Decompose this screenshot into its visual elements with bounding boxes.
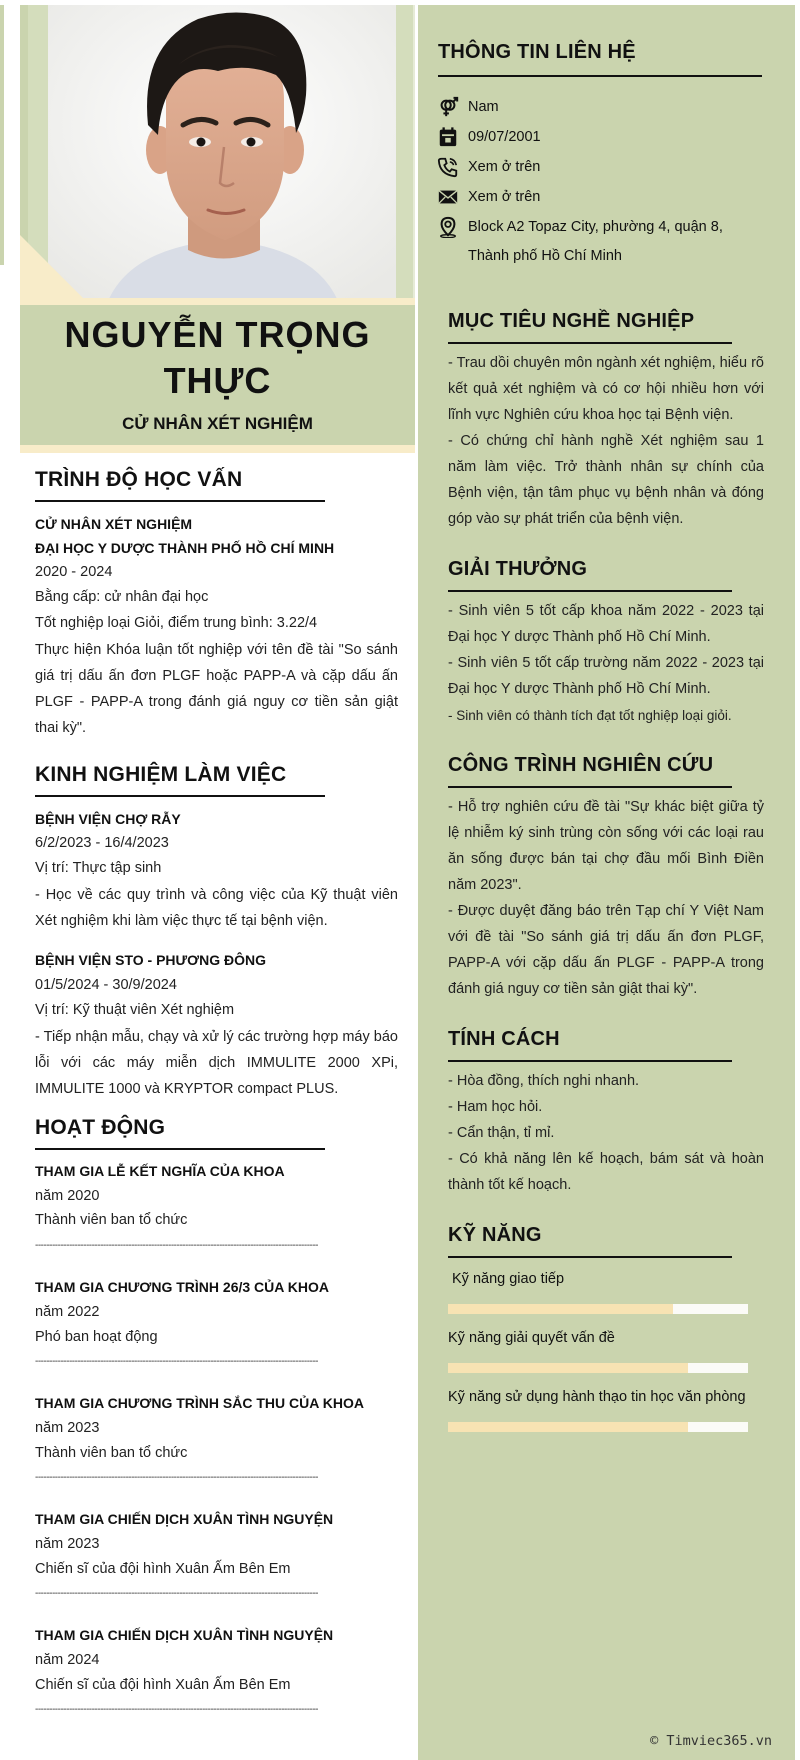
skill-bar-fill bbox=[448, 1304, 673, 1314]
personality-item: - Hòa đồng, thích nghi nhanh. bbox=[448, 1073, 640, 1089]
award-item: - Sinh viên 5 tốt cấp khoa năm 2022 - 2023 tại Đại học Y dược Thành phố Hồ Chí Minh. bbox=[448, 603, 764, 645]
section-divider bbox=[35, 500, 325, 502]
candidate-name: NGUYỄN TRỌNG THỰC bbox=[64, 314, 371, 401]
section-divider bbox=[448, 1256, 732, 1258]
left-accent-strip bbox=[0, 5, 4, 265]
research-item: - Hỗ trợ nghiên cứu đề tài "Sự khác biệt giữa tỷ lệ nhiễm ký sinh trùng còn sống với các loại rau ăn sống được bán tại chợ đầu mối Bình Điền năm 2023". bbox=[448, 799, 764, 893]
skills-heading: KỸ NĂNG bbox=[448, 1224, 542, 1246]
activity-role: Chiến sĩ của đội hình Xuân Ấm Bên Em bbox=[35, 1561, 291, 1577]
job-company: BỆNH VIỆN STO - PHƯƠNG ĐÔNG bbox=[35, 952, 266, 968]
contact-phone bbox=[437, 155, 540, 179]
section-divider bbox=[448, 1060, 732, 1062]
phone-text: Xem ở trên bbox=[468, 159, 541, 175]
contact-birthday bbox=[437, 125, 541, 149]
birthday-text: 09/07/2001 bbox=[468, 129, 541, 145]
location-icon bbox=[437, 216, 459, 238]
activity-year: năm 2023 bbox=[35, 1536, 100, 1552]
job-position: Vị trí: Kỹ thuật viên Xét nghiệm bbox=[35, 1002, 235, 1018]
calendar-icon bbox=[437, 126, 459, 148]
activity-separator: ---------------------------------------------------------------------------------------------------- bbox=[35, 1704, 319, 1715]
job-description: - Học về các quy trình và công việc của Kỹ thuật viên Xét nghiệm khi làm việc thực tế tại bệnh viện. bbox=[35, 887, 398, 929]
mail-icon bbox=[437, 186, 459, 208]
phone-icon bbox=[437, 156, 459, 178]
research-heading: CÔNG TRÌNH NGHIÊN CỨU bbox=[448, 754, 714, 776]
gender-icon bbox=[437, 96, 459, 118]
activity-year: năm 2020 bbox=[35, 1188, 100, 1204]
personality-item: - Cẩn thận, tỉ mỉ. bbox=[448, 1125, 555, 1141]
education-degree-line: Bằng cấp: cử nhân đại học bbox=[35, 589, 209, 605]
activities-heading: HOẠT ĐỘNG bbox=[35, 1116, 166, 1139]
contact-gender bbox=[437, 95, 499, 119]
objective-paragraph: - Trau dồi chuyên môn ngành xét nghiệm, hiểu rõ kết quả xét nghiệm và có cơ hội nhiều hơn với lĩnh vực Nghiên cứu khoa học tại Bệnh viện. bbox=[448, 355, 764, 423]
activity-separator: ---------------------------------------------------------------------------------------------------- bbox=[35, 1356, 319, 1367]
job-company: BỆNH VIỆN CHỢ RẪY bbox=[35, 811, 181, 827]
activity-role: Thành viên ban tổ chức bbox=[35, 1445, 188, 1461]
skill-label: Kỹ năng giải quyết vấn đề bbox=[448, 1330, 615, 1346]
activity-title: THAM GIA CHƯƠNG TRÌNH 26/3 CỦA KHOA bbox=[35, 1279, 329, 1295]
activity-title: THAM GIA CHIẾN DỊCH XUÂN TÌNH NGUYỆN bbox=[35, 1511, 334, 1527]
skill-bar-track bbox=[448, 1422, 748, 1432]
portrait-photo bbox=[48, 5, 396, 301]
activity-role: Chiến sĩ của đội hình Xuân Ấm Bên Em bbox=[35, 1677, 291, 1693]
activity-role: Thành viên ban tổ chức bbox=[35, 1212, 188, 1228]
awards-heading: GIẢI THƯỞNG bbox=[448, 558, 588, 580]
job-period: 01/5/2024 - 30/9/2024 bbox=[35, 977, 177, 993]
skill-bar-track bbox=[448, 1304, 748, 1314]
research-item: - Được duyệt đăng báo trên Tạp chí Y Việt Nam với đề tài "So sánh giá trị dấu ấn đơn PLGF, PAPP-A với cặp dấu ấn PLGF - PAPP-A trong đánh giá nguy cơ tiền sản giật thai kỳ". bbox=[448, 903, 764, 997]
gender-text: Nam bbox=[468, 99, 499, 115]
activity-year: năm 2024 bbox=[35, 1652, 100, 1668]
skill-bar-fill bbox=[448, 1363, 688, 1373]
objective-paragraph: - Có chứng chỉ hành nghề Xét nghiệm sau 1 năm làm việc. Trở thành nhân sự chính của Bệnh viện, tận tâm phục vụ bệnh nhân và đóng góp vào sự phát triển của bệnh viện. bbox=[448, 433, 764, 527]
job-period: 6/2/2023 - 16/4/2023 bbox=[35, 835, 169, 851]
education-heading: TRÌNH ĐỘ HỌC VẤN bbox=[35, 468, 243, 491]
section-divider bbox=[448, 342, 732, 344]
email-text: Xem ở trên bbox=[468, 189, 541, 205]
decorative-strip bbox=[20, 445, 415, 453]
education-degree: CỬ NHÂN XÉT NGHIỆM bbox=[35, 516, 193, 532]
job-position: Vị trí: Thực tập sinh bbox=[35, 860, 162, 876]
decorative-corner bbox=[20, 235, 90, 305]
activity-separator: ---------------------------------------------------------------------------------------------------- bbox=[35, 1240, 319, 1251]
objective-heading: MỤC TIÊU NGHỀ NGHIỆP bbox=[448, 310, 695, 332]
activity-title: THAM GIA CHƯƠNG TRÌNH SẮC THU CỦA KHOA bbox=[35, 1395, 364, 1411]
education-thesis: Thực hiện Khóa luận tốt nghiệp với tên đề tài "So sánh giá trị dấu ấn đơn PLGF hoặc PAPP-A và cặp dấu ấn PLGF - PAPP-A trong đánh giá nguy cơ tiền sản giật thai kỳ". bbox=[35, 642, 398, 736]
skill-label: Kỹ năng giao tiếp bbox=[452, 1271, 565, 1287]
activity-separator: ---------------------------------------------------------------------------------------------------- bbox=[35, 1588, 319, 1599]
award-item: - Sinh viên có thành tích đạt tốt nghiệp loại giỏi. bbox=[448, 708, 732, 723]
activity-year: năm 2022 bbox=[35, 1304, 100, 1320]
job-description: - Tiếp nhận mẫu, chạy và xử lý các trường hợp máy báo lỗi với các máy miễn dịch IMMULITE 2000 XPi, IMMULITE 1000 và KRYPTOR compact PLUS. bbox=[35, 1029, 398, 1097]
activity-role: Phó ban hoạt động bbox=[35, 1329, 158, 1345]
activity-title: THAM GIA CHIẾN DỊCH XUÂN TÌNH NGUYỆN bbox=[35, 1627, 334, 1643]
avatar bbox=[48, 5, 396, 301]
candidate-title: CỬ NHÂN XÉT NGHIỆM bbox=[122, 414, 313, 433]
skill-bar-fill bbox=[448, 1422, 688, 1432]
experience-heading: KINH NGHIỆM LÀM VIỆC bbox=[35, 763, 287, 786]
section-divider bbox=[35, 795, 325, 797]
section-divider bbox=[35, 1148, 325, 1150]
section-divider bbox=[448, 786, 732, 788]
activity-title: THAM GIA LỄ KẾT NGHĨA CỦA KHOA bbox=[35, 1163, 285, 1179]
footer-credit: © Timviec365.vn bbox=[650, 1733, 772, 1749]
education-school: ĐẠI HỌC Y DƯỢC THÀNH PHỐ HỒ CHÍ MINH bbox=[35, 540, 335, 556]
award-item: - Sinh viên 5 tốt cấp trường năm 2022 - 2023 tại Đại học Y dược Thành phố Hồ Chí Minh. bbox=[448, 655, 764, 697]
section-divider bbox=[448, 590, 732, 592]
skill-label: Kỹ năng sử dụng hành thạo tin học văn phòng bbox=[448, 1389, 746, 1405]
personality-item: - Có khả năng lên kế hoạch, bám sát và hoàn thành tốt kế hoạch. bbox=[448, 1151, 764, 1193]
address-line2: Thành phố Hồ Chí Minh bbox=[468, 248, 622, 264]
address-line1: Block A2 Topaz City, phường 4, quận 8, bbox=[468, 219, 723, 235]
personality-item: - Ham học hỏi. bbox=[448, 1099, 543, 1115]
contact-address bbox=[437, 215, 723, 239]
activity-separator: ---------------------------------------------------------------------------------------------------- bbox=[35, 1472, 319, 1483]
activity-year: năm 2023 bbox=[35, 1420, 100, 1436]
skill-bar-track bbox=[448, 1363, 748, 1373]
education-period: 2020 - 2024 bbox=[35, 564, 113, 580]
personality-heading: TÍNH CÁCH bbox=[448, 1028, 560, 1050]
education-grade-line: Tốt nghiệp loại Giỏi, điểm trung bình: 3.22/4 bbox=[35, 615, 318, 631]
contact-heading: THÔNG TIN LIÊN HỆ bbox=[438, 41, 636, 63]
contact-email bbox=[437, 185, 540, 209]
section-divider bbox=[438, 75, 762, 77]
